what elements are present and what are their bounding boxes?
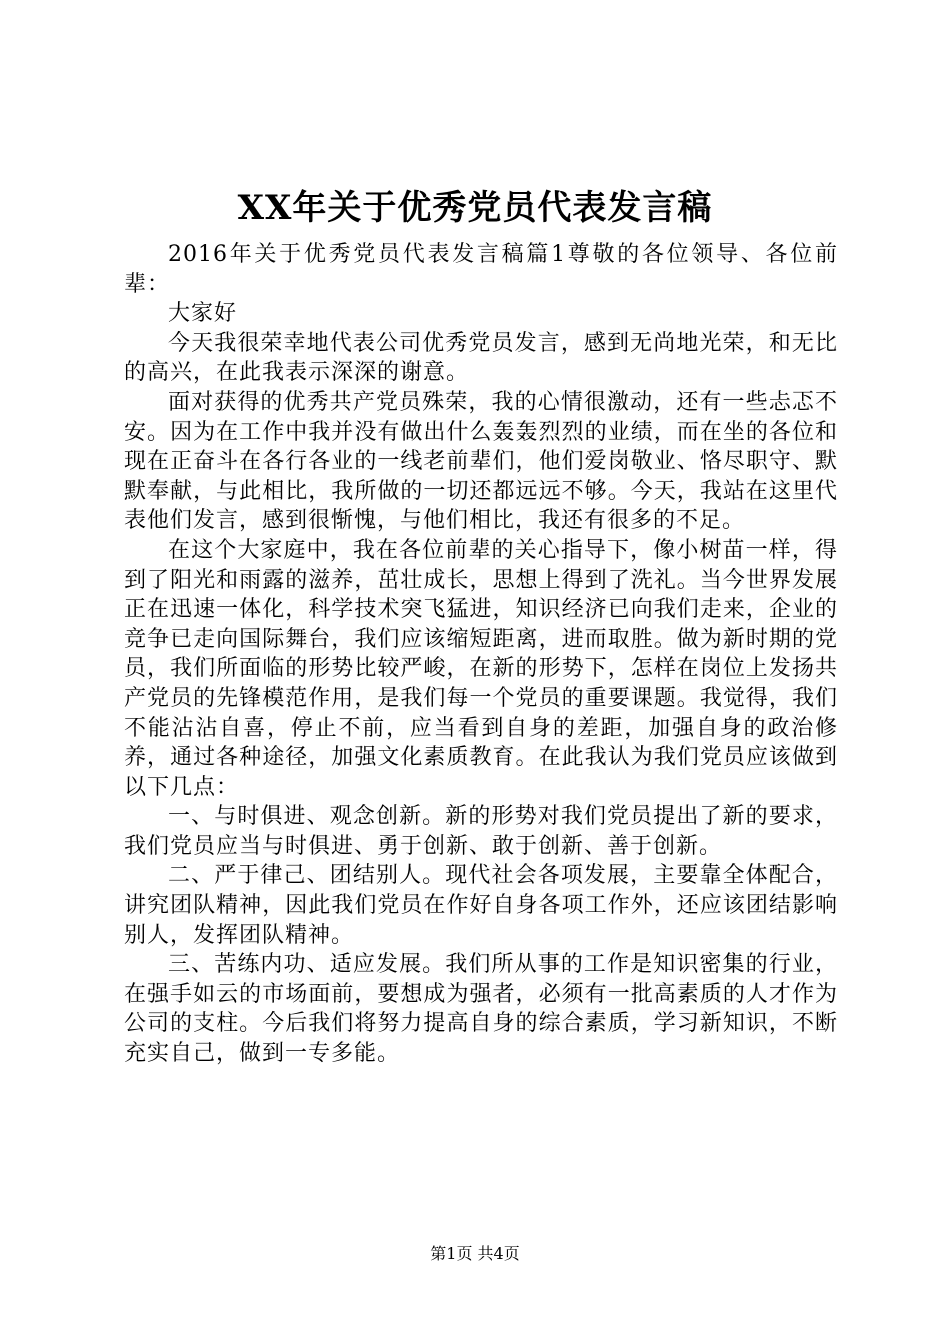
paragraph-thanks: 今天我很荣幸地代表公司优秀党员发言，感到无尚地光荣，和无比的高兴，在此我表示深深的谢意。 (124, 330, 838, 386)
paragraph-point-two: 二、严于律己、团结别人。现代社会各项发展，主要靠全体配合，讲究团队精神，因此我们党员在作好自身各项工作外，还应该团结影响别人，发挥团队精神。 (124, 863, 838, 948)
document-title: XX年关于优秀党员代表发言稿 (237, 188, 713, 228)
paragraph-greeting: 大家好 (168, 301, 238, 327)
document-body (124, 240, 838, 1069)
paragraph-point-one: 一、与时俱进、观念创新。新的形势对我们党员提出了新的要求，我们党员应当与时俱进、勇于创新、敢于创新、善于创新。 (124, 804, 838, 859)
paragraph-honor: 面对获得的优秀共产党员殊荣，我的心情很激动，还有一些忐忑不安。因为在工作中我并没有做出什么轰轰烈烈的业绩，而在坐的各位和现在正奋斗在各行各业的一线老前辈们，他们爱岗敬业、恪尽职守、默默奉献，与此相比，我所做的一切还都远远不够。今天，我站在这里代表他们发言，感到很惭愧，与他们相比，我还有很多的不足。 (124, 389, 838, 534)
paragraph-opening: 2016年关于优秀党员代表发言稿篇1尊敬的各位领导、各位前辈： (124, 242, 838, 297)
page-footer: 第1页 共4页 (430, 1244, 520, 1263)
paragraph-point-three: 三、苦练内功、适应发展。我们所从事的工作是知识密集的行业，在强手如云的市场面前，要想成为强者，必须有一批高素质的人才作为公司的支柱。今后我们将努力提高自身的综合素质，学习新知识，不断充实自己，做到一专多能。 (124, 952, 838, 1067)
paragraph-growth: 在这个大家庭中，我在各位前辈的关心指导下，像小树苗一样，得到了阳光和雨露的滋养，茁壮成长，思想上得到了洗礼。当今世界发展正在迅速一体化，科学技术突飞猛进，知识经济已向我们走来，企业的竞争已走向国际舞台，我们应该缩短距离，进而取胜。做为新时期的党员，我们所面临的形势比较严峻，在新的形势下，怎样在岗位上发扬共产党员的先锋模范作用，是我们每一个党员的重要课题。我觉得，我们不能沾沾自喜，停止不前，应当看到自身的差距，加强自身的政治修养，通过各种途径，加强文化素质教育。在此我认为我们党员应该做到以下几点： (124, 537, 838, 800)
